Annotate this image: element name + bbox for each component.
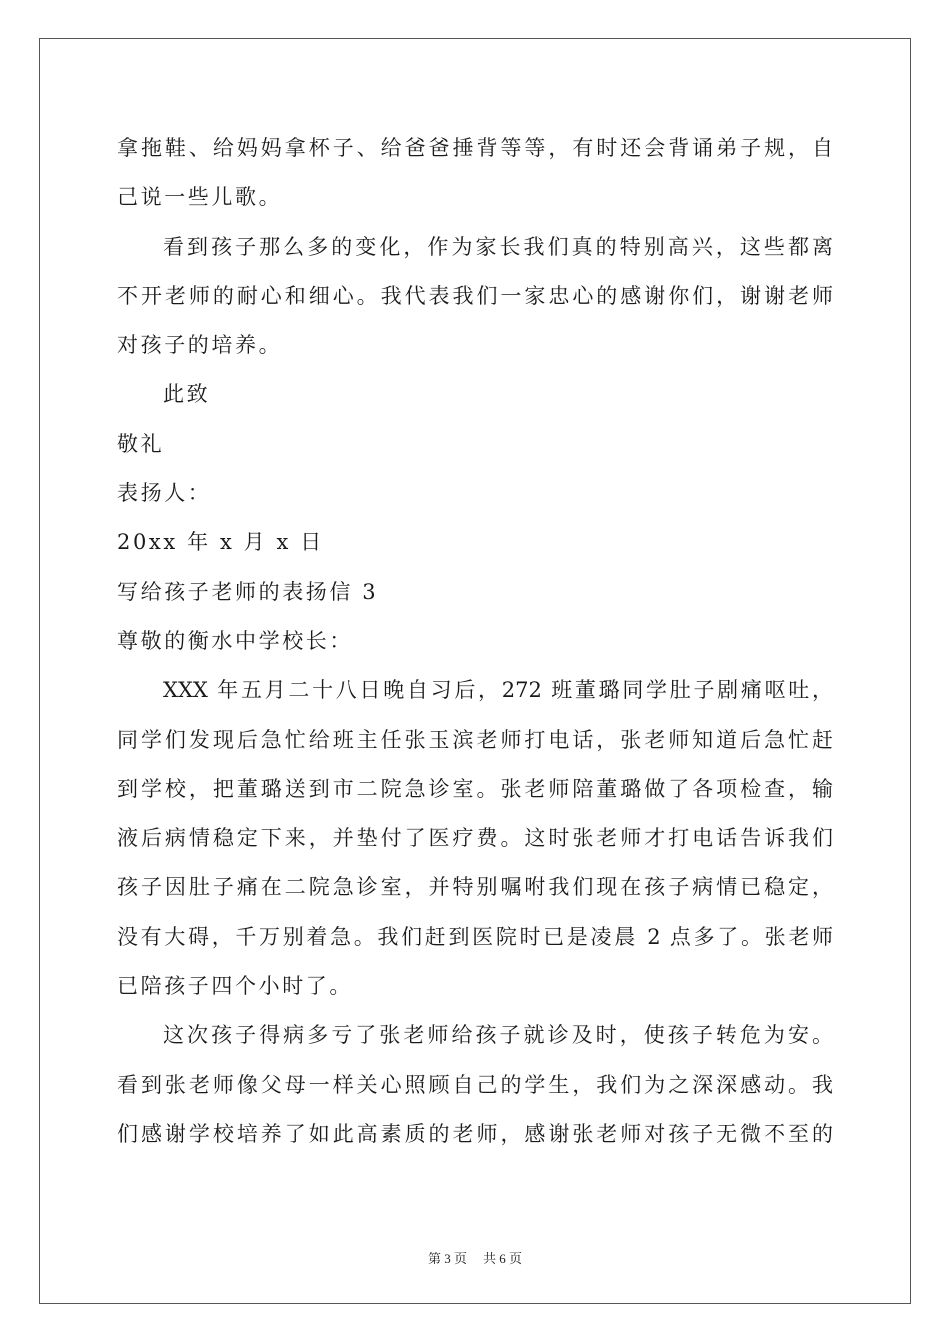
paragraph-start: XXX 年五月二十八日晚自习后，272 班董璐同学肚子剧痛呕吐，: [163, 678, 833, 703]
body-line: 们感谢学校培养了如此高素质的老师，感谢张老师对孩子无微不至的: [117, 1121, 833, 1146]
body-line: 不开老师的耐心和细心。我代表我们一家忠心的感谢你们，谢谢老师: [117, 283, 833, 308]
paragraph-start: 这次孩子得病多亏了张老师给孩子就诊及时，使孩子转危为安。: [163, 1023, 833, 1048]
closing-respect: 敬礼: [117, 431, 165, 456]
page-count: 共 6 页: [483, 1251, 523, 1266]
body-line: 己说一些儿歌。: [117, 185, 283, 210]
page-footer: [0, 1248, 950, 1267]
paragraph-start: 看到孩子那么多的变化，作为家长我们真的特别高兴，这些都离: [163, 234, 833, 259]
letter-greeting: 尊敬的衡水中学校长：: [117, 628, 353, 653]
body-line: 拿拖鞋、给妈妈拿杯子、给爸爸捶背等等，有时还会背诵弟子规，自: [117, 136, 833, 160]
signature-label: 表扬人：: [117, 481, 212, 506]
body-line: 到学校，把董璐送到市二院急诊室。张老师陪董璐做了各项检查，输: [117, 776, 833, 801]
body-line: 没有大碍，千万别着急。我们赶到医院时已是凌晨 2 点多了。张老师: [117, 924, 833, 949]
page-number: 第 3 页: [427, 1251, 467, 1266]
body-line: 看到张老师像父母一样关心照顾自己的学生，我们为之深深感动。我: [117, 1072, 833, 1097]
body-line: 对孩子的培养。: [117, 333, 283, 358]
closing-salutation: 此致: [163, 382, 211, 407]
body-line: 已陪孩子四个小时了。: [117, 974, 353, 999]
letter-body: [117, 124, 833, 1159]
section-title: 写给孩子老师的表扬信 3: [117, 579, 379, 604]
body-line: 液后病情稳定下来，并垫付了医疗费。这时张老师才打电话告诉我们: [117, 826, 833, 851]
letter-date: 20xx 年 x 月 x 日: [117, 530, 324, 555]
body-line: 同学们发现后急忙给班主任张玉滨老师打电话，张老师知道后急忙赶: [117, 727, 833, 752]
body-line: 孩子因肚子痛在二院急诊室，并特别嘱咐我们现在孩子病情已稳定，: [117, 875, 833, 900]
